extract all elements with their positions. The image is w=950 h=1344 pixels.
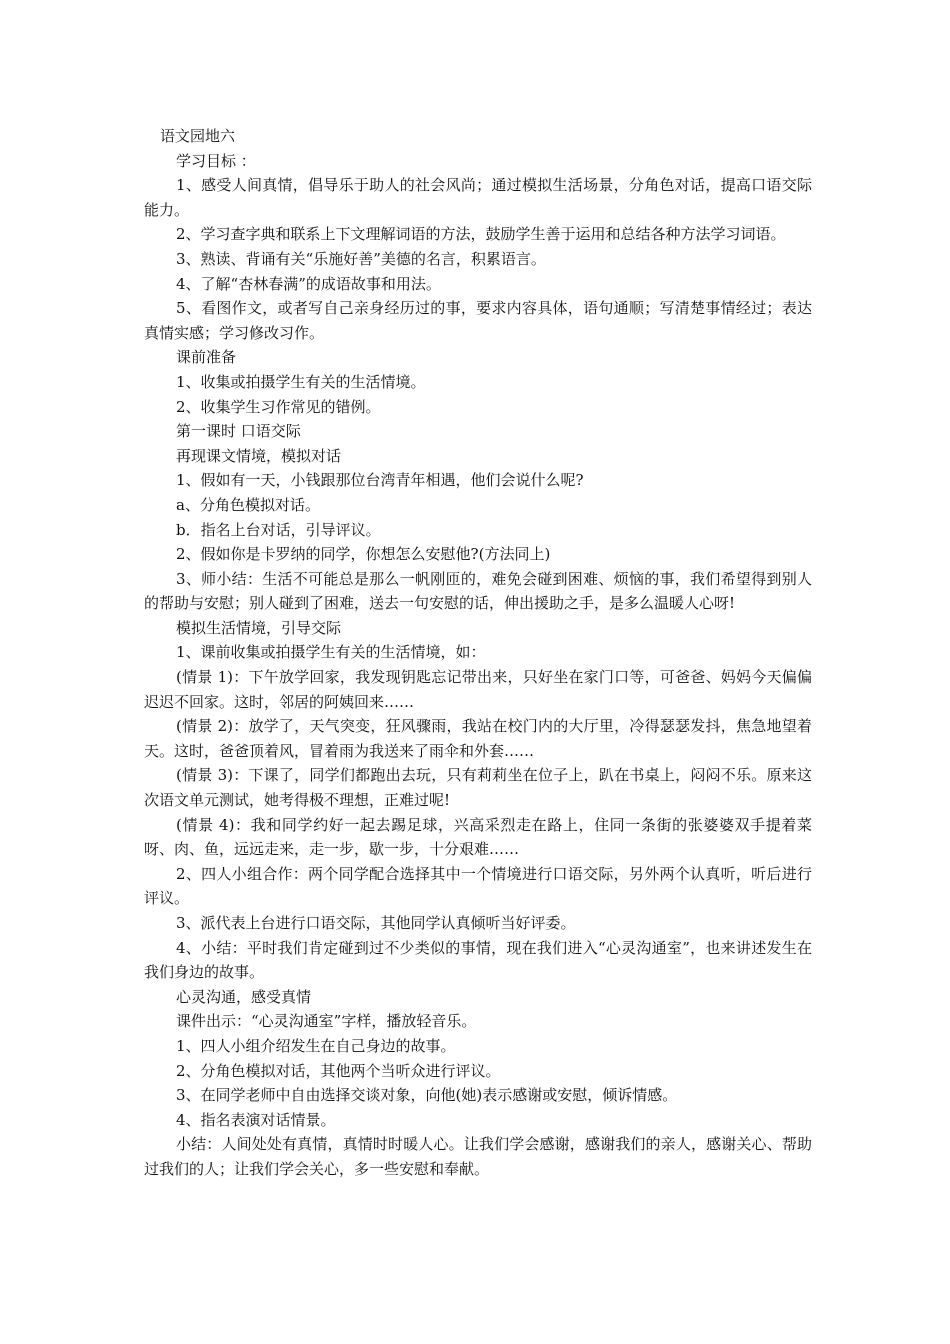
paragraph: 第一课时 口语交际 <box>176 422 301 441</box>
paragraph: 2、学习查字典和联系上下文理解词语的方法，鼓励学生善于运用和总结各种方法学习词语。 <box>176 225 786 244</box>
paragraph: 2、假如你是卡罗纳的同学，你想怎么安慰他?(方法同上) <box>176 545 551 564</box>
paragraph: 1、假如有一天，小钱跟那位台湾青年相遇，他们会说什么呢? <box>176 471 584 490</box>
paragraph: 小结：人间处处有真情，真情时时暖人心。让我们学会感谢，感谢我们的亲人，感谢关心、帮助过我们的人；让我们学会关心，多一些安慰和奉献。 <box>144 1135 812 1178</box>
paragraph: 模拟生活情境，引导交际 <box>176 618 342 637</box>
paragraph: 4、了解“杏林春满”的成语故事和用法。 <box>176 274 441 293</box>
paragraph: 课前准备 <box>176 348 237 367</box>
paragraph: b．指名上台对话，引导评议。 <box>176 520 381 539</box>
paragraph: 2、分角色模拟对话，其他两个当听众进行评议。 <box>176 1061 501 1080</box>
paragraph: 再现课文情境，模拟对话 <box>176 446 342 465</box>
paragraph: 3、熟读、背诵有关“乐施好善”美德的名言，积累语言。 <box>176 249 546 268</box>
paragraph: (情景 4)：我和同学约好一起去踢足球，兴高采烈走在路上，住同一条街的张婆婆双手提着菜呀、肉、鱼，远远走来，走一步，歇一步，十分艰难…… <box>144 815 812 859</box>
paragraph: (情景 3)：下课了，同学们都跑出去玩，只有莉莉坐在位子上，趴在书桌上，闷闷不乐。原来这次语文单元测试，她考得极不理想，正难过呢! <box>144 766 812 810</box>
paragraph: 1、四人小组介绍发生在自己身边的故事。 <box>176 1036 456 1055</box>
paragraph: 心灵沟通，感受真情 <box>176 987 312 1006</box>
paragraph: 3、派代表上台进行口语交际，其他同学认真倾听当好评委。 <box>176 914 576 932</box>
paragraph: 4、指名表演对话情景。 <box>176 1110 336 1129</box>
paragraph: 学习目标 ： <box>176 151 256 170</box>
paragraph: 3、在同学老师中自由选择交谈对象，向他(她)表示感谢或安慰，倾诉情感。 <box>176 1086 678 1105</box>
paragraph: 5、看图作文，或者写自己亲身经历过的事，要求内容具体，语句通顺；写清楚事情经过；表达真情实感；学习修改习作。 <box>144 299 812 342</box>
paragraph: 课件出示：“心灵沟通室”字样，播放轻音乐。 <box>176 1012 477 1031</box>
paragraph: 2、四人小组合作：两个同学配合选择其中一个情境进行口语交际，另外两个认真听，听后进行评议。 <box>144 864 812 908</box>
document-page <box>144 124 812 1182</box>
paragraph: 2、收集学生习作常见的错例。 <box>176 397 381 416</box>
paragraph: 3、师小结：生活不可能总是那么一帆刚匝的，难免会碰到困难、烦恼的事，我们希望得到别人的帮助与安慰；别人碰到了困难，送去一句安慰的话，伸出援助之手，是多么温暖人心呀! <box>144 569 812 613</box>
paragraph: a、分角色模拟对话。 <box>176 495 320 514</box>
paragraph: (情景 1)：下午放学回家，我发现钥匙忘记带出来，只好坐在家门口等，可爸爸、妈妈今天偏偏迟迟不回家。这时，邻居的阿姨回来…… <box>144 668 812 711</box>
document-title: 语文园地六 <box>160 127 236 145</box>
paragraph: 1、感受人间真情，倡导乐于助人的社会风尚；通过模拟生活场景，分角色对话，提高口语交际能力。 <box>144 176 812 219</box>
paragraph: 1、收集或拍摄学生有关的生活情境。 <box>176 372 426 391</box>
paragraph: 1、课前收集或拍摄学生有关的生活情境，如： <box>176 643 486 662</box>
paragraph: (情景 2)：放学了，天气突变，狂风骤雨，我站在校门内的大厅里，冷得瑟瑟发抖，焦急地望着天。这时，爸爸顶着风，冒着雨为我送来了雨伞和外套…… <box>144 717 812 760</box>
paragraph: 4、小结：平时我们肯定碰到过不少类似的事情，现在我们进入“心灵沟通室”，也来讲述发生在我们身边的故事。 <box>144 938 812 982</box>
